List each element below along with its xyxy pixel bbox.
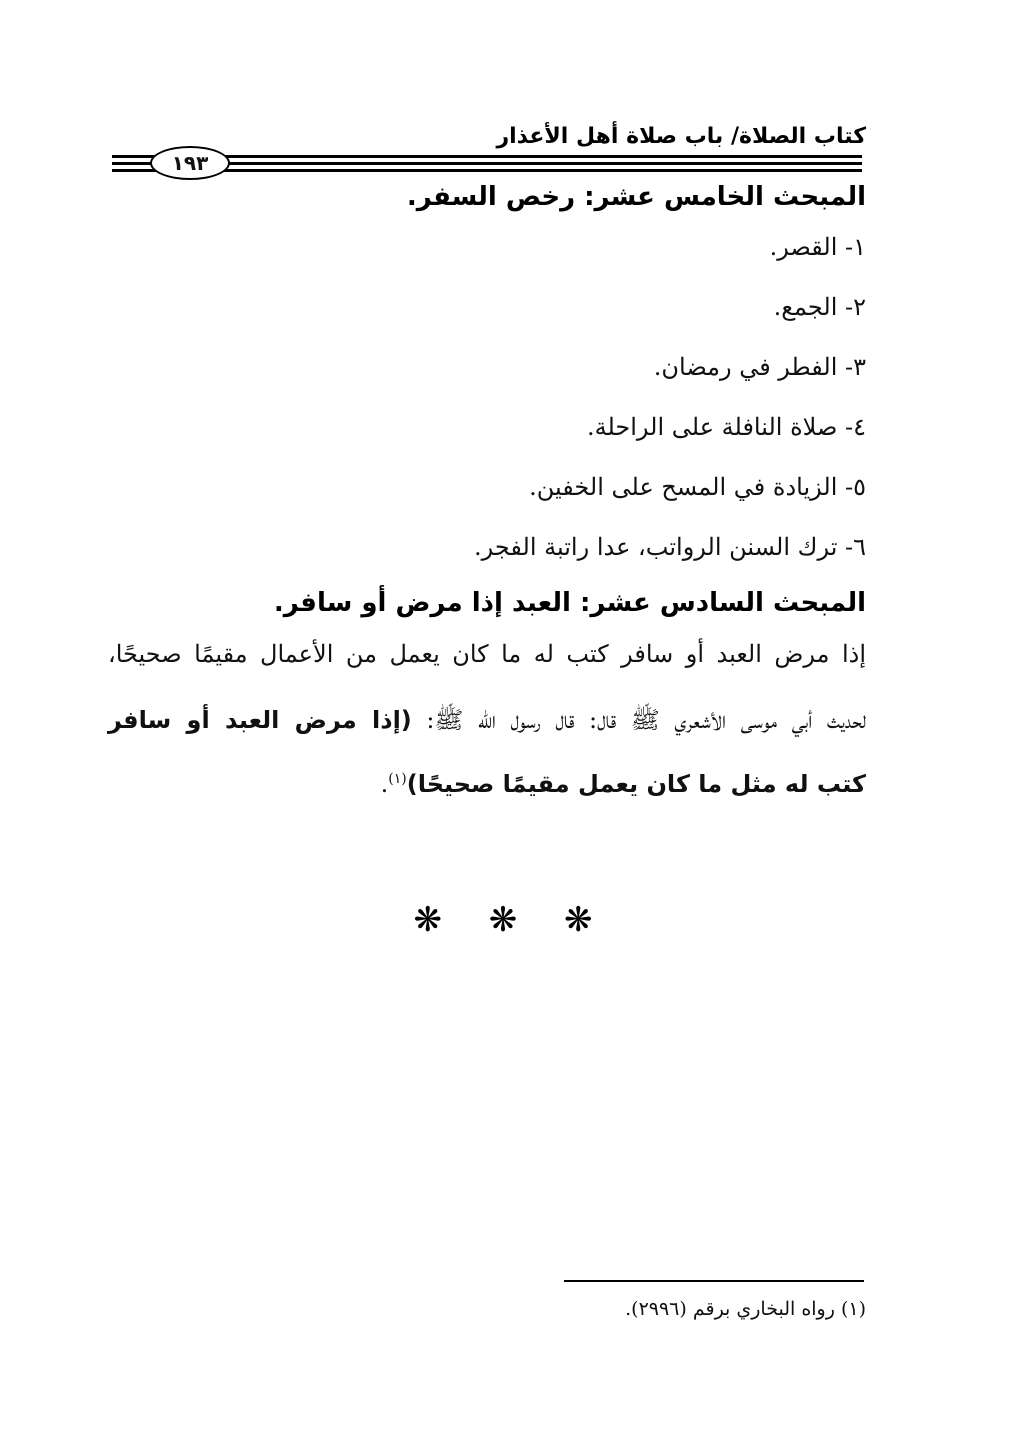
paragraph-line: إذا مرض العبد أو سافر كتب له ما كان يعمل من الأعمال مقيمًا صحيحًا، — [108, 640, 867, 668]
list-item: ٤- صلاة النافلة على الراحلة. — [586, 413, 866, 441]
footnote-rule — [564, 1280, 864, 1282]
section-16-heading: المبحث السادس عشر: العبد إذا مرض أو سافر. — [273, 588, 866, 618]
paragraph-line — [108, 705, 866, 740]
footnote: (١) رواه البخاري برقم (٢٩٩٦). — [625, 1298, 866, 1320]
paragraph-line — [381, 770, 866, 798]
section-separator: ❋ ❋ ❋ — [413, 900, 611, 940]
running-header: كتاب الصلاة/ باب صلاة أهل الأعذار — [496, 124, 866, 149]
footnote-ref[interactable]: (١) — [388, 771, 407, 787]
sentence-end: . — [380, 770, 389, 798]
hadith-intro: لحديث أبي موسى الأشعري ﷺ قال: قال رسول الله ﷺ: — [411, 706, 866, 734]
hadith-quote: (إذا مرض العبد أو سافر — [108, 706, 412, 734]
list-item: ١- القصر. — [769, 233, 866, 261]
list-item: ٥- الزيادة في المسح على الخفين. — [529, 473, 866, 501]
list-item: ٦- ترك السنن الرواتب، عدا راتبة الفجر. — [474, 533, 866, 561]
hadith-quote: كتب له مثل ما كان يعمل مقيمًا صحيحًا) — [406, 770, 866, 798]
page-number: ١٩٣ — [150, 146, 230, 180]
section-15-heading: المبحث الخامس عشر: رخص السفر. — [406, 182, 866, 212]
list-item: ٢- الجمع. — [773, 293, 866, 321]
list-item: ٣- الفطر في رمضان. — [653, 353, 866, 381]
